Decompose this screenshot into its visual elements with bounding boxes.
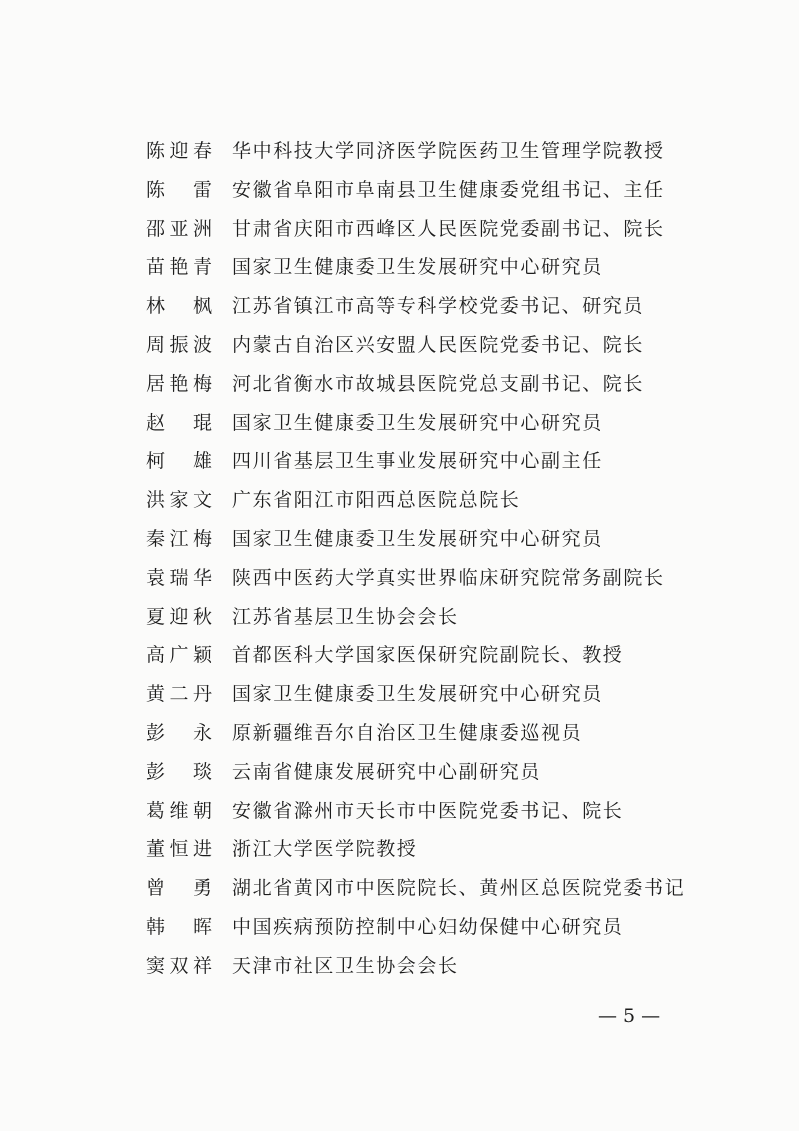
member-title: 浙江大学医学院教授 — [232, 838, 418, 861]
member-row — [146, 598, 756, 637]
member-row — [146, 792, 756, 831]
member-title: 内蒙古自治区兴安盟人民医院党委书记、院长 — [232, 333, 645, 356]
member-title: 华中科技大学同济医学院医药卫生管理学院教授 — [232, 140, 665, 162]
member-row — [146, 753, 756, 792]
member-row — [146, 520, 756, 559]
member-row — [146, 287, 756, 326]
member-title: 国家卫生健康委卫生发展研究中心研究员 — [232, 527, 603, 550]
member-name: 董恒进 — [146, 838, 212, 861]
member-row — [146, 326, 756, 365]
member-name: 高广颖 — [146, 644, 212, 667]
member-name: 柯雄 — [146, 450, 212, 473]
member-row — [146, 559, 756, 598]
member-row — [146, 210, 756, 249]
member-name: 居艳梅 — [146, 372, 212, 395]
member-row — [146, 404, 756, 443]
member-row — [146, 365, 756, 404]
member-name: 陈雷 — [146, 178, 212, 201]
member-title: 原新疆维吾尔自治区卫生健康委巡视员 — [232, 721, 583, 744]
member-row — [146, 636, 756, 675]
member-list — [146, 132, 756, 986]
member-title: 安徽省阜阳市阜南县卫生健康委党组书记、主任 — [232, 178, 665, 201]
member-title: 云南省健康发展研究中心副研究员 — [232, 760, 542, 783]
member-title: 湖北省黄冈市中医院院长、黄州区总医院党委书记 — [232, 877, 686, 900]
member-name: 黄二丹 — [146, 683, 212, 706]
member-row — [146, 675, 756, 714]
member-name: 窦双祥 — [146, 954, 212, 977]
member-row — [146, 442, 756, 481]
member-row — [146, 481, 756, 520]
member-title: 广东省阳江市阳西总医院总院长 — [232, 489, 521, 512]
member-name: 林枫 — [146, 295, 212, 318]
member-name: 苗艳青 — [146, 256, 212, 279]
member-title: 国家卫生健康委卫生发展研究中心研究员 — [232, 411, 603, 434]
page-number: — 5 — — [598, 1005, 661, 1027]
member-title: 国家卫生健康委卫生发展研究中心研究员 — [232, 683, 603, 706]
member-row — [146, 248, 756, 287]
member-title: 首都医科大学国家医保研究院副院长、教授 — [232, 644, 624, 667]
member-row — [146, 171, 756, 210]
member-name: 赵琨 — [146, 411, 212, 434]
member-row — [146, 869, 756, 908]
member-name: 袁瑞华 — [146, 566, 212, 589]
member-row — [146, 830, 756, 869]
member-title: 国家卫生健康委卫生发展研究中心研究员 — [232, 256, 603, 279]
member-name: 韩晖 — [146, 915, 212, 938]
member-title: 甘肃省庆阳市西峰区人民医院党委副书记、院长 — [232, 217, 665, 240]
member-name: 彭永 — [146, 721, 212, 744]
member-name: 曾勇 — [146, 877, 212, 900]
member-name: 夏迎秋 — [146, 605, 212, 628]
member-title: 中国疾病预防控制中心妇幼保健中心研究员 — [232, 915, 624, 938]
member-title: 陕西中医药大学真实世界临床研究院常务副院长 — [232, 566, 665, 589]
member-title: 四川省基层卫生事业发展研究中心副主任 — [232, 450, 603, 473]
member-name: 陈迎春 — [146, 140, 212, 162]
member-name: 洪家文 — [146, 489, 212, 512]
member-name: 邵亚洲 — [146, 217, 212, 240]
member-row — [146, 947, 756, 986]
member-name: 彭琰 — [146, 760, 212, 783]
member-title: 天津市社区卫生协会会长 — [232, 954, 459, 977]
member-row — [146, 714, 756, 753]
member-row — [146, 132, 756, 171]
member-title: 河北省衡水市故城县医院党总支副书记、院长 — [232, 372, 645, 395]
member-title: 安徽省滁州市天长市中医院党委书记、院长 — [232, 799, 624, 822]
member-name: 周振波 — [146, 333, 212, 356]
member-title: 江苏省镇江市高等专科学校党委书记、研究员 — [232, 295, 645, 318]
member-title: 江苏省基层卫生协会会长 — [232, 605, 459, 628]
member-name: 秦江梅 — [146, 527, 212, 550]
member-row — [146, 908, 756, 947]
member-name: 葛维朝 — [146, 799, 212, 822]
